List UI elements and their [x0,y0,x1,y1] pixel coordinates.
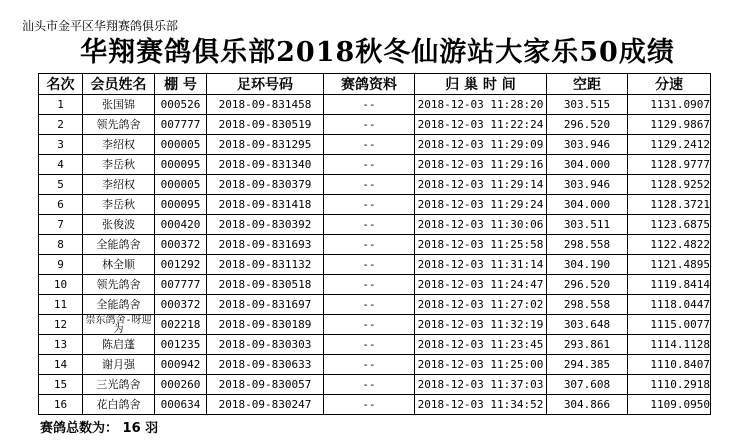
cell-info: -- [324,335,415,355]
cell-info: -- [324,115,415,135]
cell-return-time: 2018-12-03 11:22:24 [415,115,547,135]
cell-ring: 2018-09-831340 [207,155,324,175]
cell-loft: 000372 [155,235,207,255]
cell-rank: 3 [39,135,83,155]
cell-return-time: 2018-12-03 11:30:06 [415,215,547,235]
cell-ring: 2018-09-830519 [207,115,324,135]
table-row [39,95,711,115]
cell-info: -- [324,135,415,155]
cell-ring: 2018-09-831697 [207,295,324,315]
cell-ring: 2018-09-830247 [207,395,324,415]
cell-info: -- [324,155,415,175]
cell-speed: 1131.0907 [628,95,711,115]
cell-member: 全能鸽舍 [83,235,155,255]
col-rank: 名次 [39,74,83,95]
cell-ring: 2018-09-830303 [207,335,324,355]
col-member: 会员姓名 [83,74,155,95]
cell-distance: 304.000 [547,155,628,175]
cell-member: 李绍权 [83,135,155,155]
page-title: 华翔赛鸽俱乐部2018秋冬仙游站大家乐50成绩 [80,37,675,68]
cell-return-time: 2018-12-03 11:29:14 [415,175,547,195]
cell-speed: 1128.9777 [628,155,711,175]
cell-member: 李岳秋 [83,155,155,175]
cell-ring: 2018-09-830189 [207,315,324,335]
cell-loft: 000005 [155,135,207,155]
cell-distance: 303.648 [547,315,628,335]
cell-ring: 2018-09-831132 [207,255,324,275]
cell-distance: 298.558 [547,235,628,255]
cell-distance: 304.000 [547,195,628,215]
cell-distance: 303.511 [547,215,628,235]
cell-rank: 4 [39,155,83,175]
cell-rank: 12 [39,315,83,335]
cell-speed: 1115.0077 [628,315,711,335]
cell-speed: 1119.8414 [628,275,711,295]
cell-return-time: 2018-12-03 11:31:14 [415,255,547,275]
cell-distance: 303.946 [547,135,628,155]
cell-member: 李绍权 [83,175,155,195]
cell-ring: 2018-09-830057 [207,375,324,395]
cell-rank: 2 [39,115,83,135]
cell-distance: 298.558 [547,295,628,315]
table-row [39,395,711,415]
cell-speed: 1110.8407 [628,355,711,375]
cell-member: 三光鸽舍 [83,375,155,395]
cell-distance: 303.515 [547,95,628,115]
cell-loft: 000095 [155,195,207,215]
cell-rank: 11 [39,295,83,315]
cell-loft: 000526 [155,95,207,115]
cell-info: -- [324,195,415,215]
col-speed: 分速 [628,74,711,95]
cell-info: -- [324,95,415,115]
cell-info: -- [324,255,415,275]
cell-return-time: 2018-12-03 11:34:52 [415,395,547,415]
col-loft: 棚 号 [155,74,207,95]
cell-return-time: 2018-12-03 11:25:00 [415,355,547,375]
cell-member: 张国锦 [83,95,155,115]
cell-distance: 304.866 [547,395,628,415]
table-row [39,235,711,255]
cell-speed: 1121.4895 [628,255,711,275]
cell-member: 张俊波 [83,215,155,235]
club-name: 汕头市金平区华翔赛鸽俱乐部 [22,19,179,33]
cell-distance: 296.520 [547,275,628,295]
cell-speed: 1123.6875 [628,215,711,235]
cell-member: 领先鸽舍 [83,115,155,135]
cell-member: 谢月强 [83,355,155,375]
cell-speed: 1122.4822 [628,235,711,255]
cell-speed: 1118.0447 [628,295,711,315]
col-ring: 足环号码 [207,74,324,95]
cell-member: 花白鸽舍 [83,395,155,415]
cell-distance: 304.190 [547,255,628,275]
cell-rank: 16 [39,395,83,415]
cell-loft: 007777 [155,115,207,135]
cell-return-time: 2018-12-03 11:37:03 [415,375,547,395]
cell-rank: 8 [39,235,83,255]
table-row [39,135,711,155]
cell-return-time: 2018-12-03 11:25:58 [415,235,547,255]
cell-distance: 293.861 [547,335,628,355]
cell-distance: 303.946 [547,175,628,195]
cell-rank: 1 [39,95,83,115]
cell-rank: 7 [39,215,83,235]
cell-return-time: 2018-12-03 11:29:16 [415,155,547,175]
cell-speed: 1109.0950 [628,395,711,415]
cell-speed: 1128.9252 [628,175,711,195]
cell-loft: 002218 [155,315,207,335]
cell-info: -- [324,215,415,235]
cell-info: -- [324,395,415,415]
cell-return-time: 2018-12-03 11:23:45 [415,335,547,355]
cell-loft: 000634 [155,395,207,415]
cell-ring: 2018-09-831693 [207,235,324,255]
cell-loft: 000420 [155,215,207,235]
cell-member: 林全顺 [83,255,155,275]
cell-ring: 2018-09-831295 [207,135,324,155]
cell-info: -- [324,275,415,295]
cell-rank: 15 [39,375,83,395]
cell-speed: 1128.3721 [628,195,711,215]
cell-ring: 2018-09-830518 [207,275,324,295]
cell-member: 崇东鸽舍-呀迎为 [83,315,155,335]
cell-loft: 001292 [155,255,207,275]
cell-member: 全能鸽舍 [83,295,155,315]
cell-speed: 1110.2918 [628,375,711,395]
cell-return-time: 2018-12-03 11:32:19 [415,315,547,335]
cell-ring: 2018-09-830379 [207,175,324,195]
cell-rank: 9 [39,255,83,275]
cell-loft: 000260 [155,375,207,395]
table-row [39,355,711,375]
cell-info: -- [324,375,415,395]
table-row [39,155,711,175]
cell-loft: 000005 [155,175,207,195]
table-row [39,335,711,355]
cell-speed: 1129.2412 [628,135,711,155]
table-row [39,195,711,215]
cell-return-time: 2018-12-03 11:24:47 [415,275,547,295]
cell-rank: 6 [39,195,83,215]
cell-return-time: 2018-12-03 11:29:09 [415,135,547,155]
cell-member: 李岳秋 [83,195,155,215]
cell-ring: 2018-09-831458 [207,95,324,115]
col-info: 赛鸽资料 [324,74,415,95]
cell-member: 领先鸽舍 [83,275,155,295]
cell-distance: 296.520 [547,115,628,135]
table-row [39,315,711,335]
col-return-time: 归 巢 时 间 [415,74,547,95]
cell-rank: 5 [39,175,83,195]
table-row [39,115,711,135]
cell-info: -- [324,355,415,375]
cell-ring: 2018-09-830633 [207,355,324,375]
header-row [39,74,711,95]
table-row [39,215,711,235]
table-row [39,295,711,315]
cell-rank: 13 [39,335,83,355]
cell-info: -- [324,235,415,255]
cell-return-time: 2018-12-03 11:29:24 [415,195,547,215]
cell-loft: 000095 [155,155,207,175]
cell-loft: 001235 [155,335,207,355]
col-distance: 空距 [547,74,628,95]
cell-info: -- [324,315,415,335]
cell-member: 陈启蓬 [83,335,155,355]
results-table [38,73,711,415]
cell-loft: 007777 [155,275,207,295]
cell-rank: 10 [39,275,83,295]
cell-speed: 1114.1128 [628,335,711,355]
cell-speed: 1129.9867 [628,115,711,135]
table-row [39,375,711,395]
total-count: 赛鸽总数为： 16 羽 [40,421,159,436]
cell-ring: 2018-09-830392 [207,215,324,235]
cell-return-time: 2018-12-03 11:28:20 [415,95,547,115]
cell-ring: 2018-09-831418 [207,195,324,215]
cell-info: -- [324,295,415,315]
cell-distance: 307.608 [547,375,628,395]
table-row [39,175,711,195]
cell-info: -- [324,175,415,195]
table-row [39,275,711,295]
cell-distance: 294.385 [547,355,628,375]
cell-loft: 000372 [155,295,207,315]
table-row [39,255,711,275]
cell-loft: 000942 [155,355,207,375]
cell-rank: 14 [39,355,83,375]
cell-return-time: 2018-12-03 11:27:02 [415,295,547,315]
